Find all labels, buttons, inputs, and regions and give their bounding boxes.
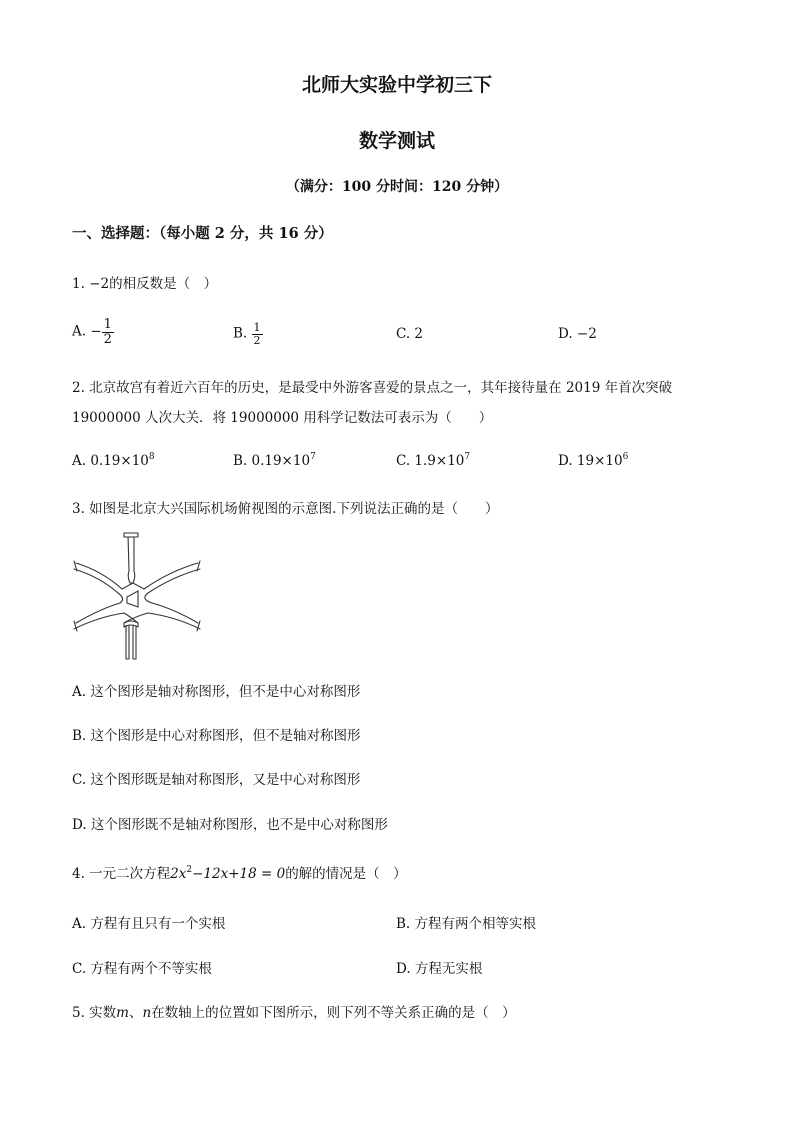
q3-option-d: D. 这个图形既不是轴对称图形，也不是中心对称图形 xyxy=(72,817,388,833)
pier-bottom-left xyxy=(126,625,129,659)
exponent: 8 xyxy=(148,452,155,462)
question-4 xyxy=(72,862,407,882)
option-label: A. xyxy=(72,323,87,340)
q3-option-c: C. 这个图形既是轴对称图形，又是中心对称图形 xyxy=(72,772,361,788)
minus-sign: − xyxy=(90,323,102,340)
option-text: D. 19×10 xyxy=(558,453,623,469)
separator: 、 xyxy=(128,1005,143,1021)
document-title: 北师大实验中学初三下 xyxy=(301,74,492,96)
hub-right xyxy=(145,593,152,603)
q2-option-b xyxy=(233,453,316,469)
option-label: B. xyxy=(233,325,248,342)
wing-lower-left-edge1 xyxy=(76,603,120,623)
option-text: A. 0.19×10 xyxy=(72,453,149,469)
option-text: B. 0.19×10 xyxy=(233,453,311,469)
hub-core xyxy=(127,591,138,607)
question-text: 的解的情况是（ ） xyxy=(285,866,407,882)
denominator: 2 xyxy=(253,333,261,347)
question-number: 1. xyxy=(72,276,85,292)
q1-option-d: D. −2 xyxy=(558,326,597,342)
q1-option-b xyxy=(233,322,263,346)
q4-option-a: A. 方程有且只有一个实根 xyxy=(72,916,226,932)
variable-m: m xyxy=(116,1005,129,1021)
equation-term: 2x xyxy=(170,866,187,882)
numerator: 1 xyxy=(253,321,261,334)
wing-upper-left-edge1 xyxy=(76,563,122,589)
wing-lower-right-edge2 xyxy=(148,613,200,629)
equation-rest: −12x+18 = 0 xyxy=(192,866,286,882)
hub-top xyxy=(122,583,144,589)
q1-option-a xyxy=(72,318,114,346)
question-text: 4. 一元二次方程 xyxy=(72,866,171,882)
wing-upper-right-edge1 xyxy=(144,563,198,589)
q2-option-d xyxy=(558,453,628,469)
exam-info: （满分：100 分时间：120 分钟） xyxy=(285,179,509,195)
section-heading: 一、选择题：（每小题 2 分，共 16 分） xyxy=(72,225,333,242)
document-subject: 数学测试 xyxy=(358,130,435,152)
pier-top xyxy=(128,535,135,583)
question-text: 的相反数是（ ） xyxy=(109,276,218,292)
denominator: 2 xyxy=(103,331,112,347)
wing-lower-right-edge1 xyxy=(152,603,198,623)
option-text: C. 1.9×10 xyxy=(396,453,465,469)
exponent: 6 xyxy=(622,452,629,462)
hub-left xyxy=(118,593,123,603)
wing-lower-left-edge2 xyxy=(74,613,124,629)
exponent: 7 xyxy=(464,452,471,462)
airport-figure xyxy=(72,531,202,663)
q4-option-b: B. 方程有两个相等实根 xyxy=(396,916,537,932)
q2-option-c xyxy=(396,453,470,469)
question-text: 在数轴上的位置如下图所示，则下列不等关系正确的是（ ） xyxy=(151,1005,516,1021)
variable-n: n xyxy=(142,1005,152,1021)
numerator: 1 xyxy=(103,317,112,332)
q3-option-b: B. 这个图形是中心对称图形，但不是轴对称图形 xyxy=(72,728,361,744)
fraction xyxy=(102,318,114,346)
exponent: 7 xyxy=(310,452,316,462)
question-5 xyxy=(72,1001,516,1021)
question-math: −2 xyxy=(89,276,110,292)
fraction xyxy=(252,322,263,346)
q2-option-a xyxy=(72,453,155,469)
q1-option-c: C. 2 xyxy=(396,326,424,342)
q4-option-d: D. 方程无实根 xyxy=(396,961,483,977)
pier-bottom-right xyxy=(133,625,136,659)
q3-option-a: A. 这个图形是轴对称图形，但不是中心对称图形 xyxy=(72,684,361,700)
question-3: 3. 如图是北京大兴国际机场俯视图的示意图.下列说法正确的是（ ） xyxy=(72,501,499,517)
exponent: 2 xyxy=(186,865,193,875)
question-text: 5. 实数 xyxy=(72,1005,117,1021)
pier-top-end xyxy=(124,533,138,537)
question-2-line1: 2. 北京故宫有着近六百年的历史，是最受中外游客喜爱的景点之一，其年接待量在 2019 年首次突破 xyxy=(72,380,673,396)
q4-option-c: C. 方程有两个不等实根 xyxy=(72,961,212,977)
question-1 xyxy=(72,272,217,292)
question-2-line2: 19000000 人次大关．将 19000000 用科学记数法可表示为（ ） xyxy=(72,410,493,426)
